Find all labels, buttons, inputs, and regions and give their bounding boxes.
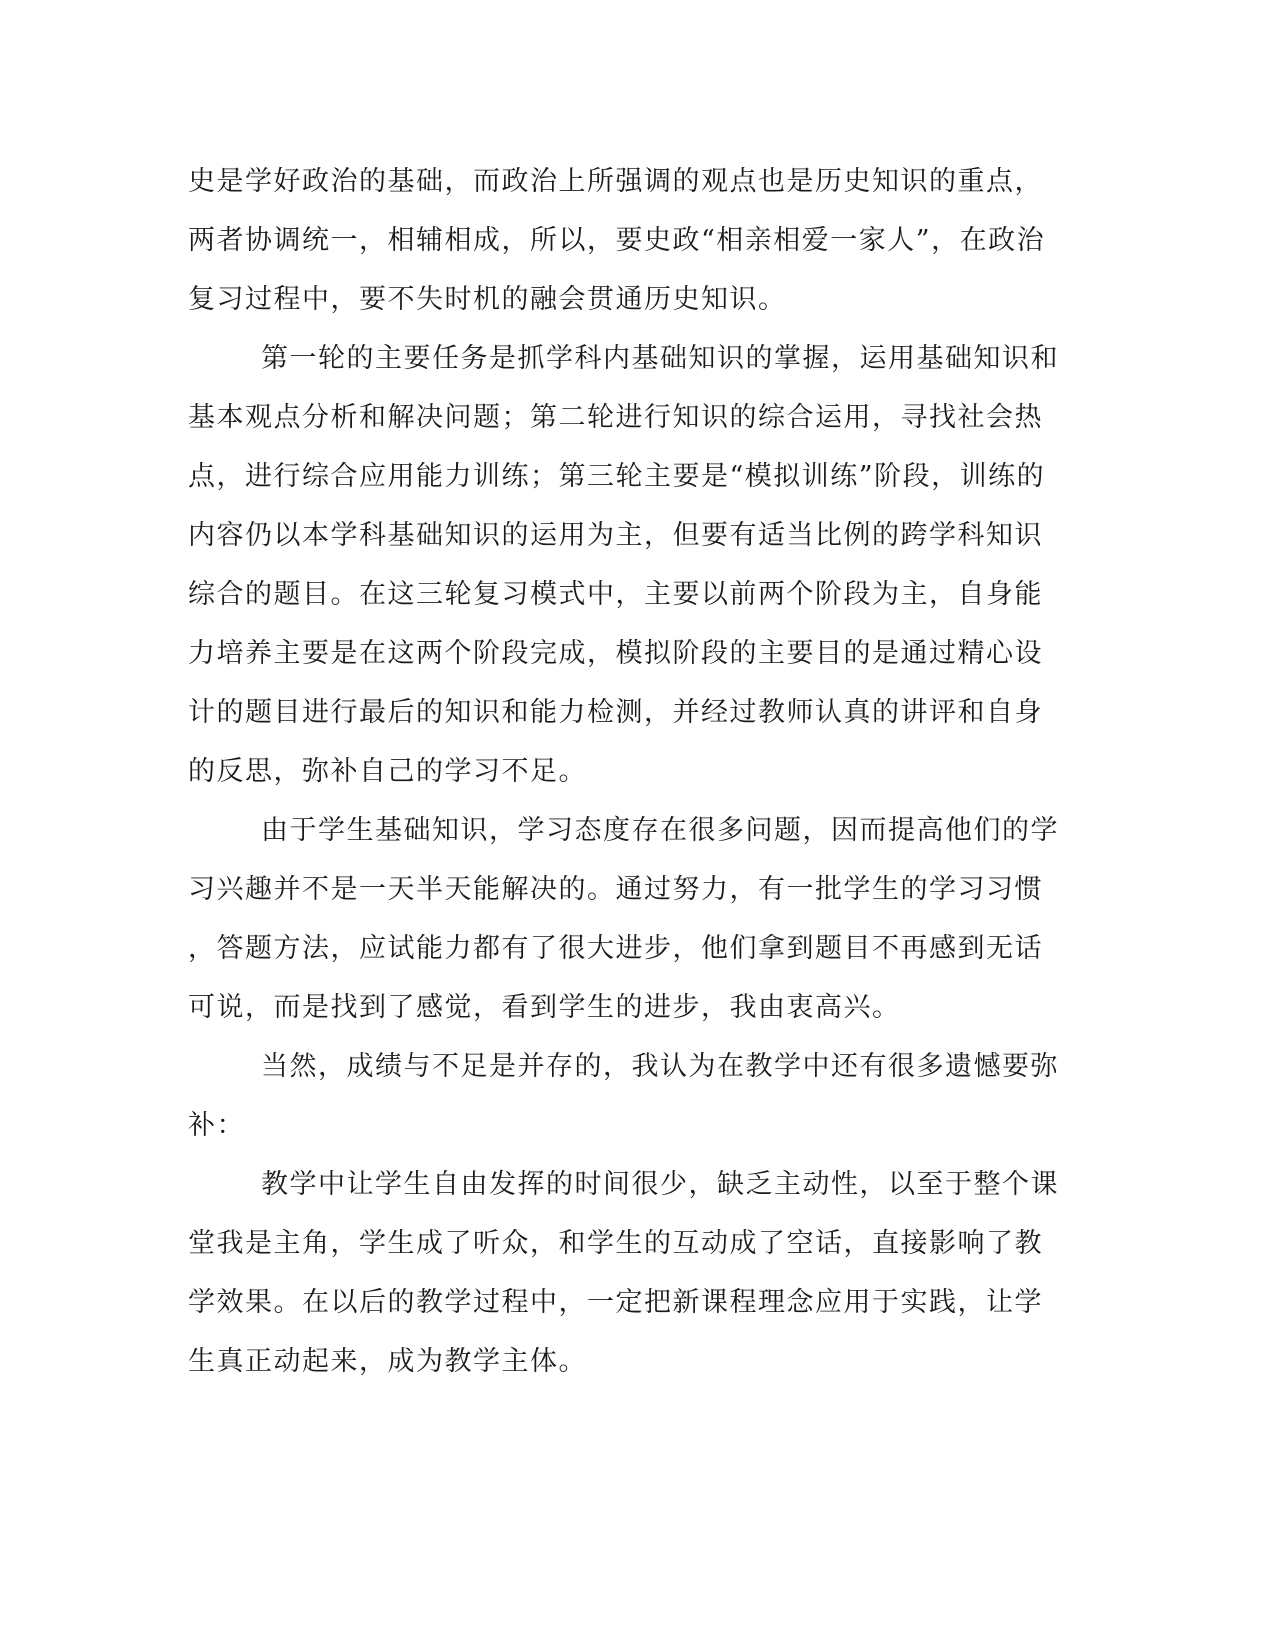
text-line: 基本观点分析和解决问题；第二轮进行知识的综合运用，寻找社会热 (188, 402, 1043, 433)
text-line: 生真正动起来，成为教学主体。 (188, 1346, 587, 1377)
text-line: 堂我是主角，学生成了听众，和学生的互动成了空话，直接影响了教 (188, 1228, 1043, 1259)
text-line: 可说，而是找到了感觉，看到学生的进步，我由衷高兴。 (188, 992, 901, 1023)
text-line: 教学中让学生自由发挥的时间很少，缺乏主动性，以至于整个课 (261, 1169, 1059, 1200)
text-line: 补： (188, 1110, 245, 1141)
text-line: 内容仍以本学科基础知识的运用为主，但要有适当比例的跨学科知识 (188, 520, 1043, 551)
text-line: 的反思，弥补自己的学习不足。 (188, 756, 587, 787)
text-line: 点，进行综合应用能力训练；第三轮主要是“模拟训练”阶段，训练的 (188, 461, 1046, 492)
text-line: 两者协调统一，相辅相成，所以，要史政“相亲相爱一家人”，在政治 (188, 225, 1046, 256)
text-line: 第一轮的主要任务是抓学科内基础知识的掌握，运用基础知识和 (261, 343, 1059, 374)
text-line: 习兴趣并不是一天半天能解决的。通过努力，有一批学生的学习习惯 (188, 874, 1043, 905)
text-line: 由于学生基础知识，学习态度存在很多问题，因而提高他们的学 (261, 815, 1059, 846)
text-line: 学效果。在以后的教学过程中，一定把新课程理念应用于实践，让学 (188, 1287, 1043, 1318)
text-line: 综合的题目。在这三轮复习模式中，主要以前两个阶段为主，自身能 (188, 579, 1043, 610)
text-line: 当然，成绩与不足是并存的，我认为在教学中还有很多遗憾要弥 (261, 1051, 1059, 1082)
text-line: 计的题目进行最后的知识和能力检测，并经过教师认真的讲评和自身 (188, 697, 1043, 728)
text-line: ，答题方法，应试能力都有了很大进步，他们拿到题目不再感到无话 (188, 933, 1043, 964)
text-line: 复习过程中，要不失时机的融会贯通历史知识。 (188, 284, 787, 315)
text-line: 史是学好政治的基础，而政治上所强调的观点也是历史知识的重点， (188, 166, 1043, 197)
text-line: 力培养主要是在这两个阶段完成，模拟阶段的主要目的是通过精心设 (188, 638, 1043, 669)
